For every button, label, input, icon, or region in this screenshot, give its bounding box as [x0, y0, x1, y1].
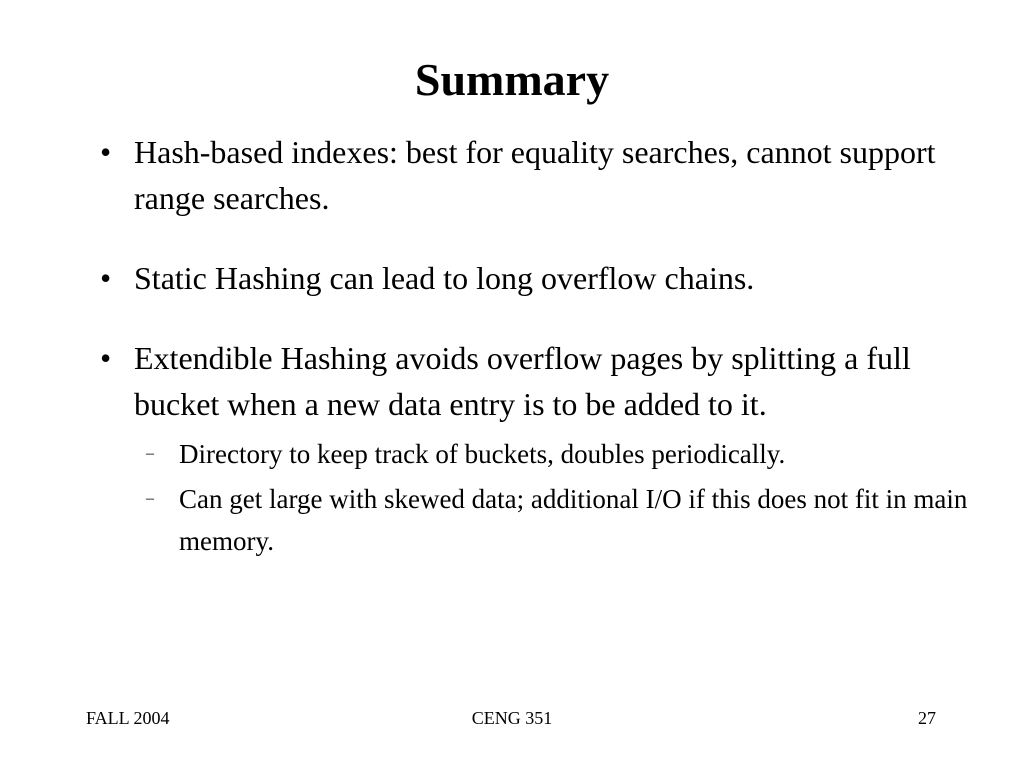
bullet-text: Hash-based indexes: best for equality searches, cannot support range searches.: [134, 134, 936, 216]
sub-bullet-text: Can get large with skewed data; additional I/O if this does not fit in main memory.: [179, 484, 968, 556]
bullet-text: Static Hashing can lead to long overflow chains.: [134, 260, 755, 296]
bullet-text: Extendible Hashing avoids overflow pages by splitting a full bucket when a new data entry is to be added to it.: [134, 340, 911, 422]
footer-page-number: 27: [918, 708, 936, 728]
sub-bullet-item: [134, 433, 980, 475]
slide-title: Summary: [414, 54, 610, 105]
footer-course: CENG 351: [471, 708, 553, 728]
sub-bullet-marker: –: [146, 490, 154, 507]
sub-bullet-marker: –: [146, 445, 154, 462]
bullet-marker: •: [100, 340, 112, 376]
sub-bullet-text: Directory to keep track of buckets, doubles periodically.: [179, 439, 786, 469]
bullet-item: [100, 255, 980, 301]
bullet-list: [100, 129, 980, 596]
bullet-marker: •: [100, 134, 112, 170]
bullet-item: [100, 129, 980, 221]
sub-bullet-list: [134, 433, 980, 562]
footer-term: FALL 2004: [86, 708, 170, 728]
sub-bullet-item: [134, 478, 980, 562]
bullet-marker: •: [100, 260, 112, 296]
bullet-item: [100, 335, 980, 562]
